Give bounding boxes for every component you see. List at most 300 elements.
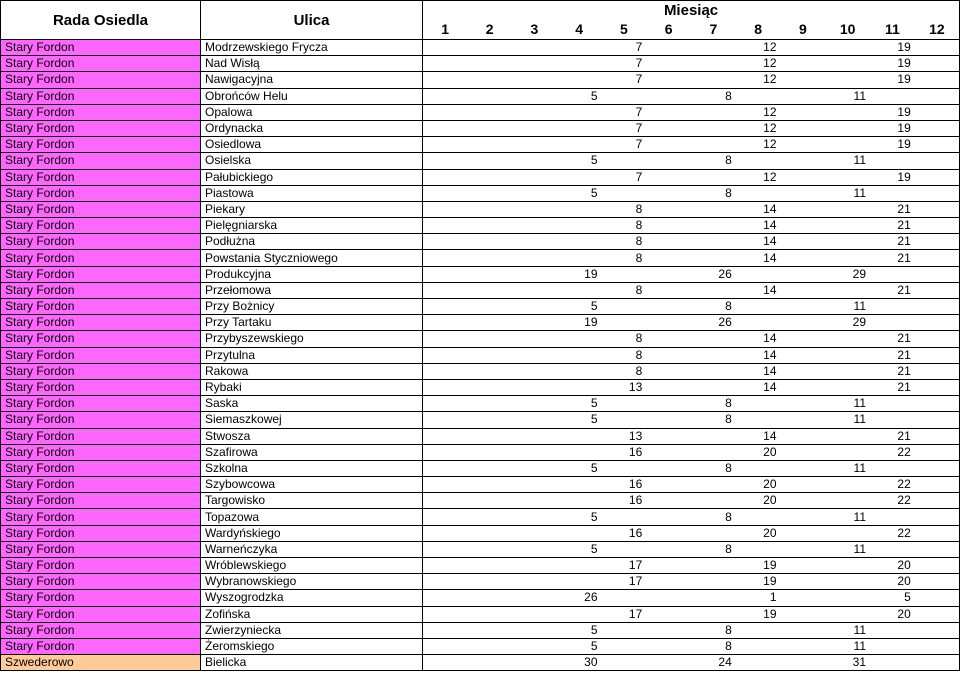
ulica-cell: Przy Bożnicy bbox=[201, 299, 423, 315]
month-6-cell bbox=[646, 525, 691, 541]
month-9-cell bbox=[781, 266, 826, 282]
month-7-cell bbox=[691, 444, 736, 460]
month-11-cell bbox=[870, 509, 915, 525]
table-row bbox=[1, 444, 960, 460]
ulica-cell: Targowisko bbox=[201, 493, 423, 509]
month-9-cell bbox=[781, 120, 826, 136]
month-1-cell bbox=[423, 72, 468, 88]
month-8-cell bbox=[736, 396, 781, 412]
month-7-cell bbox=[691, 379, 736, 395]
month-12-cell bbox=[915, 201, 960, 217]
month-2-cell bbox=[467, 655, 512, 671]
month-7-cell: 8 bbox=[691, 509, 736, 525]
month-12-cell bbox=[915, 525, 960, 541]
month-6-cell bbox=[646, 493, 691, 509]
month-12-cell bbox=[915, 218, 960, 234]
month-12-cell bbox=[915, 541, 960, 557]
month-10-cell: 29 bbox=[825, 315, 870, 331]
month-4-cell bbox=[557, 379, 602, 395]
month-9-cell bbox=[781, 412, 826, 428]
month-8-cell: 20 bbox=[736, 525, 781, 541]
table-row bbox=[1, 72, 960, 88]
rada-osiedla-cell: Stary Fordon bbox=[1, 104, 201, 120]
month-11-cell: 19 bbox=[870, 40, 915, 56]
ulica-cell: Wybranowskiego bbox=[201, 574, 423, 590]
month-7-cell bbox=[691, 493, 736, 509]
table-row bbox=[1, 169, 960, 185]
rada-osiedla-cell: Stary Fordon bbox=[1, 444, 201, 460]
month-2-cell bbox=[467, 428, 512, 444]
month-12-cell bbox=[915, 412, 960, 428]
month-12-cell bbox=[915, 493, 960, 509]
month-1-cell bbox=[423, 282, 468, 298]
ulica-cell: Piekary bbox=[201, 201, 423, 217]
ulica-cell: Zofińska bbox=[201, 606, 423, 622]
month-12-cell bbox=[915, 396, 960, 412]
month-3-cell bbox=[512, 396, 557, 412]
month-4-cell bbox=[557, 477, 602, 493]
month-4-cell bbox=[557, 72, 602, 88]
month-4-cell: 5 bbox=[557, 396, 602, 412]
month-4-cell bbox=[557, 56, 602, 72]
month-3-cell bbox=[512, 40, 557, 56]
month-8-cell: 14 bbox=[736, 234, 781, 250]
month-2-cell bbox=[467, 282, 512, 298]
month-7-cell: 8 bbox=[691, 412, 736, 428]
ulica-cell: Rakowa bbox=[201, 363, 423, 379]
month-5-cell bbox=[602, 396, 647, 412]
rada-osiedla-cell: Stary Fordon bbox=[1, 88, 201, 104]
month-12-cell bbox=[915, 428, 960, 444]
rada-osiedla-cell: Stary Fordon bbox=[1, 315, 201, 331]
month-12-cell bbox=[915, 250, 960, 266]
month-3-cell bbox=[512, 299, 557, 315]
month-8-cell bbox=[736, 655, 781, 671]
month-2-cell bbox=[467, 72, 512, 88]
month-5-cell: 7 bbox=[602, 120, 647, 136]
month-8-cell: 12 bbox=[736, 56, 781, 72]
ulica-cell: Topazowa bbox=[201, 509, 423, 525]
table-body bbox=[1, 40, 960, 671]
ulica-cell: Opalowa bbox=[201, 104, 423, 120]
month-8-cell bbox=[736, 638, 781, 654]
month-1-cell bbox=[423, 574, 468, 590]
month-10-cell bbox=[825, 169, 870, 185]
month-11-cell bbox=[870, 655, 915, 671]
month-6-cell bbox=[646, 379, 691, 395]
month-12-cell bbox=[915, 509, 960, 525]
month-10-cell: 11 bbox=[825, 509, 870, 525]
month-7-cell bbox=[691, 120, 736, 136]
month-8-cell bbox=[736, 299, 781, 315]
month-8-cell: 12 bbox=[736, 137, 781, 153]
month-7-cell bbox=[691, 218, 736, 234]
month-6-cell bbox=[646, 120, 691, 136]
month-4-cell bbox=[557, 574, 602, 590]
month-5-cell bbox=[602, 638, 647, 654]
month-8-cell: 19 bbox=[736, 606, 781, 622]
month-1-cell bbox=[423, 363, 468, 379]
month-9-cell bbox=[781, 88, 826, 104]
table-row bbox=[1, 137, 960, 153]
month-4-cell bbox=[557, 558, 602, 574]
ulica-cell: Saska bbox=[201, 396, 423, 412]
month-7-cell bbox=[691, 428, 736, 444]
month-2-cell bbox=[467, 218, 512, 234]
table-row bbox=[1, 282, 960, 298]
month-3-cell bbox=[512, 509, 557, 525]
month-9-cell bbox=[781, 655, 826, 671]
month-4-cell bbox=[557, 169, 602, 185]
month-2-cell bbox=[467, 477, 512, 493]
month-10-cell bbox=[825, 444, 870, 460]
month-8-cell: 12 bbox=[736, 72, 781, 88]
table-row bbox=[1, 558, 960, 574]
month-1-cell bbox=[423, 56, 468, 72]
table-row bbox=[1, 428, 960, 444]
month-1-cell bbox=[423, 250, 468, 266]
month-7-cell bbox=[691, 282, 736, 298]
month-8-cell bbox=[736, 153, 781, 169]
month-1-cell bbox=[423, 412, 468, 428]
month-9-cell bbox=[781, 574, 826, 590]
month-3-cell bbox=[512, 169, 557, 185]
month-6-cell bbox=[646, 104, 691, 120]
month-9-cell bbox=[781, 525, 826, 541]
month-7-cell bbox=[691, 72, 736, 88]
month-4-cell: 5 bbox=[557, 509, 602, 525]
month-10-cell: 11 bbox=[825, 622, 870, 638]
table-row bbox=[1, 88, 960, 104]
rada-osiedla-cell: Stary Fordon bbox=[1, 460, 201, 476]
month-12-cell bbox=[915, 282, 960, 298]
month-5-cell bbox=[602, 655, 647, 671]
header-month: 10 bbox=[825, 19, 870, 39]
table-row bbox=[1, 525, 960, 541]
month-3-cell bbox=[512, 477, 557, 493]
month-9-cell bbox=[781, 428, 826, 444]
month-5-cell bbox=[602, 88, 647, 104]
month-2-cell bbox=[467, 363, 512, 379]
month-11-cell: 22 bbox=[870, 493, 915, 509]
ulica-cell: Wyszogrodzka bbox=[201, 590, 423, 606]
month-2-cell bbox=[467, 315, 512, 331]
month-3-cell bbox=[512, 541, 557, 557]
month-8-cell bbox=[736, 315, 781, 331]
month-5-cell: 8 bbox=[602, 282, 647, 298]
month-6-cell bbox=[646, 185, 691, 201]
rada-osiedla-cell: Stary Fordon bbox=[1, 590, 201, 606]
month-1-cell bbox=[423, 428, 468, 444]
month-12-cell bbox=[915, 40, 960, 56]
month-9-cell bbox=[781, 40, 826, 56]
header-miesiac: Miesiąc bbox=[423, 1, 960, 20]
month-8-cell: 14 bbox=[736, 250, 781, 266]
month-5-cell: 7 bbox=[602, 72, 647, 88]
month-5-cell: 8 bbox=[602, 201, 647, 217]
month-8-cell bbox=[736, 509, 781, 525]
month-7-cell: 8 bbox=[691, 185, 736, 201]
month-1-cell bbox=[423, 509, 468, 525]
month-10-cell bbox=[825, 525, 870, 541]
rada-osiedla-cell: Stary Fordon bbox=[1, 396, 201, 412]
month-4-cell bbox=[557, 218, 602, 234]
month-1-cell bbox=[423, 315, 468, 331]
header-month: 1 bbox=[423, 19, 468, 39]
month-8-cell: 14 bbox=[736, 331, 781, 347]
month-10-cell bbox=[825, 558, 870, 574]
ulica-cell: Szybowcowa bbox=[201, 477, 423, 493]
ulica-cell: Wardyńskiego bbox=[201, 525, 423, 541]
month-9-cell bbox=[781, 315, 826, 331]
month-7-cell bbox=[691, 234, 736, 250]
month-8-cell bbox=[736, 88, 781, 104]
month-3-cell bbox=[512, 315, 557, 331]
table-row bbox=[1, 363, 960, 379]
rada-osiedla-cell: Stary Fordon bbox=[1, 169, 201, 185]
month-7-cell: 8 bbox=[691, 396, 736, 412]
month-11-cell: 19 bbox=[870, 120, 915, 136]
table-row bbox=[1, 460, 960, 476]
month-9-cell bbox=[781, 234, 826, 250]
month-9-cell bbox=[781, 153, 826, 169]
month-1-cell bbox=[423, 460, 468, 476]
month-3-cell bbox=[512, 104, 557, 120]
month-1-cell bbox=[423, 558, 468, 574]
month-10-cell bbox=[825, 218, 870, 234]
month-2-cell bbox=[467, 250, 512, 266]
ulica-cell: Nawigacyjna bbox=[201, 72, 423, 88]
month-11-cell: 21 bbox=[870, 363, 915, 379]
month-10-cell: 11 bbox=[825, 88, 870, 104]
ulica-cell: Podłużna bbox=[201, 234, 423, 250]
month-1-cell bbox=[423, 477, 468, 493]
month-5-cell: 8 bbox=[602, 363, 647, 379]
month-8-cell: 12 bbox=[736, 104, 781, 120]
month-10-cell: 11 bbox=[825, 153, 870, 169]
month-7-cell: 8 bbox=[691, 622, 736, 638]
rada-osiedla-cell: Szwederowo bbox=[1, 655, 201, 671]
month-6-cell bbox=[646, 218, 691, 234]
month-9-cell bbox=[781, 218, 826, 234]
month-8-cell: 19 bbox=[736, 558, 781, 574]
table-row bbox=[1, 509, 960, 525]
month-7-cell: 8 bbox=[691, 638, 736, 654]
month-7-cell bbox=[691, 40, 736, 56]
month-2-cell bbox=[467, 460, 512, 476]
month-5-cell: 7 bbox=[602, 56, 647, 72]
ulica-cell: Osielska bbox=[201, 153, 423, 169]
month-4-cell bbox=[557, 331, 602, 347]
month-4-cell: 5 bbox=[557, 638, 602, 654]
month-11-cell bbox=[870, 638, 915, 654]
month-11-cell bbox=[870, 541, 915, 557]
ulica-cell: Produkcyjna bbox=[201, 266, 423, 282]
month-10-cell bbox=[825, 104, 870, 120]
month-6-cell bbox=[646, 234, 691, 250]
rada-osiedla-cell: Stary Fordon bbox=[1, 363, 201, 379]
month-10-cell bbox=[825, 40, 870, 56]
month-11-cell: 20 bbox=[870, 558, 915, 574]
month-6-cell bbox=[646, 509, 691, 525]
month-4-cell: 5 bbox=[557, 88, 602, 104]
month-5-cell bbox=[602, 185, 647, 201]
month-10-cell bbox=[825, 428, 870, 444]
month-10-cell bbox=[825, 250, 870, 266]
month-2-cell bbox=[467, 412, 512, 428]
month-5-cell: 8 bbox=[602, 347, 647, 363]
month-5-cell bbox=[602, 541, 647, 557]
month-12-cell bbox=[915, 185, 960, 201]
month-2-cell bbox=[467, 185, 512, 201]
month-2-cell bbox=[467, 493, 512, 509]
ulica-cell: Stwosza bbox=[201, 428, 423, 444]
month-10-cell bbox=[825, 120, 870, 136]
month-8-cell: 14 bbox=[736, 218, 781, 234]
month-4-cell: 30 bbox=[557, 655, 602, 671]
month-9-cell bbox=[781, 509, 826, 525]
month-6-cell bbox=[646, 412, 691, 428]
month-1-cell bbox=[423, 638, 468, 654]
month-11-cell bbox=[870, 88, 915, 104]
month-8-cell: 20 bbox=[736, 477, 781, 493]
month-2-cell bbox=[467, 153, 512, 169]
month-9-cell bbox=[781, 331, 826, 347]
month-10-cell: 11 bbox=[825, 460, 870, 476]
month-3-cell bbox=[512, 282, 557, 298]
ulica-cell: Przełomowa bbox=[201, 282, 423, 298]
month-1-cell bbox=[423, 396, 468, 412]
month-5-cell: 16 bbox=[602, 444, 647, 460]
rada-osiedla-cell: Stary Fordon bbox=[1, 477, 201, 493]
month-3-cell bbox=[512, 331, 557, 347]
month-5-cell: 16 bbox=[602, 525, 647, 541]
month-4-cell bbox=[557, 428, 602, 444]
ulica-cell: Pielęgniarska bbox=[201, 218, 423, 234]
month-7-cell: 8 bbox=[691, 88, 736, 104]
month-6-cell bbox=[646, 638, 691, 654]
rada-osiedla-cell: Stary Fordon bbox=[1, 299, 201, 315]
month-2-cell bbox=[467, 40, 512, 56]
month-5-cell: 8 bbox=[602, 234, 647, 250]
month-4-cell bbox=[557, 201, 602, 217]
month-1-cell bbox=[423, 655, 468, 671]
month-8-cell bbox=[736, 185, 781, 201]
month-1-cell bbox=[423, 120, 468, 136]
month-3-cell bbox=[512, 218, 557, 234]
month-6-cell bbox=[646, 282, 691, 298]
month-1-cell bbox=[423, 218, 468, 234]
month-5-cell bbox=[602, 412, 647, 428]
header-month: 3 bbox=[512, 19, 557, 39]
month-6-cell bbox=[646, 331, 691, 347]
table-row bbox=[1, 347, 960, 363]
month-6-cell bbox=[646, 250, 691, 266]
rada-osiedla-cell: Stary Fordon bbox=[1, 525, 201, 541]
table-row bbox=[1, 541, 960, 557]
month-3-cell bbox=[512, 347, 557, 363]
month-11-cell bbox=[870, 412, 915, 428]
month-10-cell bbox=[825, 477, 870, 493]
month-9-cell bbox=[781, 606, 826, 622]
month-2-cell bbox=[467, 622, 512, 638]
month-10-cell bbox=[825, 347, 870, 363]
month-4-cell bbox=[557, 493, 602, 509]
month-4-cell bbox=[557, 137, 602, 153]
rada-osiedla-cell: Stary Fordon bbox=[1, 331, 201, 347]
month-11-cell: 21 bbox=[870, 282, 915, 298]
month-5-cell: 7 bbox=[602, 169, 647, 185]
rada-osiedla-cell: Stary Fordon bbox=[1, 266, 201, 282]
rada-osiedla-cell: Stary Fordon bbox=[1, 606, 201, 622]
month-6-cell bbox=[646, 444, 691, 460]
table-row bbox=[1, 379, 960, 395]
table-row bbox=[1, 234, 960, 250]
table-row bbox=[1, 396, 960, 412]
month-12-cell bbox=[915, 56, 960, 72]
month-4-cell: 19 bbox=[557, 266, 602, 282]
month-8-cell: 14 bbox=[736, 363, 781, 379]
month-1-cell bbox=[423, 493, 468, 509]
month-12-cell bbox=[915, 379, 960, 395]
rada-osiedla-cell: Stary Fordon bbox=[1, 541, 201, 557]
month-10-cell bbox=[825, 137, 870, 153]
month-12-cell bbox=[915, 120, 960, 136]
table-row bbox=[1, 40, 960, 56]
month-11-cell: 21 bbox=[870, 428, 915, 444]
ulica-cell: Siemaszkowej bbox=[201, 412, 423, 428]
month-5-cell bbox=[602, 590, 647, 606]
header-month: 11 bbox=[870, 19, 915, 39]
month-6-cell bbox=[646, 56, 691, 72]
month-6-cell bbox=[646, 299, 691, 315]
month-5-cell: 8 bbox=[602, 331, 647, 347]
month-11-cell bbox=[870, 460, 915, 476]
ulica-cell: Przybyszewskiego bbox=[201, 331, 423, 347]
month-4-cell bbox=[557, 120, 602, 136]
month-10-cell bbox=[825, 363, 870, 379]
month-4-cell bbox=[557, 444, 602, 460]
rada-osiedla-cell: Stary Fordon bbox=[1, 509, 201, 525]
month-11-cell: 20 bbox=[870, 606, 915, 622]
month-12-cell bbox=[915, 266, 960, 282]
month-11-cell bbox=[870, 266, 915, 282]
month-4-cell: 5 bbox=[557, 622, 602, 638]
month-4-cell: 5 bbox=[557, 541, 602, 557]
month-3-cell bbox=[512, 363, 557, 379]
month-4-cell bbox=[557, 606, 602, 622]
month-8-cell bbox=[736, 622, 781, 638]
month-8-cell bbox=[736, 460, 781, 476]
rada-osiedla-cell: Stary Fordon bbox=[1, 493, 201, 509]
table-row bbox=[1, 622, 960, 638]
month-12-cell bbox=[915, 655, 960, 671]
table-row bbox=[1, 218, 960, 234]
month-11-cell: 21 bbox=[870, 347, 915, 363]
month-2-cell bbox=[467, 299, 512, 315]
rada-osiedla-cell: Stary Fordon bbox=[1, 120, 201, 136]
header-month: 9 bbox=[781, 19, 826, 39]
month-3-cell bbox=[512, 72, 557, 88]
month-11-cell bbox=[870, 315, 915, 331]
month-1-cell bbox=[423, 169, 468, 185]
month-6-cell bbox=[646, 363, 691, 379]
table-row bbox=[1, 185, 960, 201]
ulica-cell: Piastowa bbox=[201, 185, 423, 201]
month-6-cell bbox=[646, 315, 691, 331]
month-2-cell bbox=[467, 120, 512, 136]
month-3-cell bbox=[512, 201, 557, 217]
